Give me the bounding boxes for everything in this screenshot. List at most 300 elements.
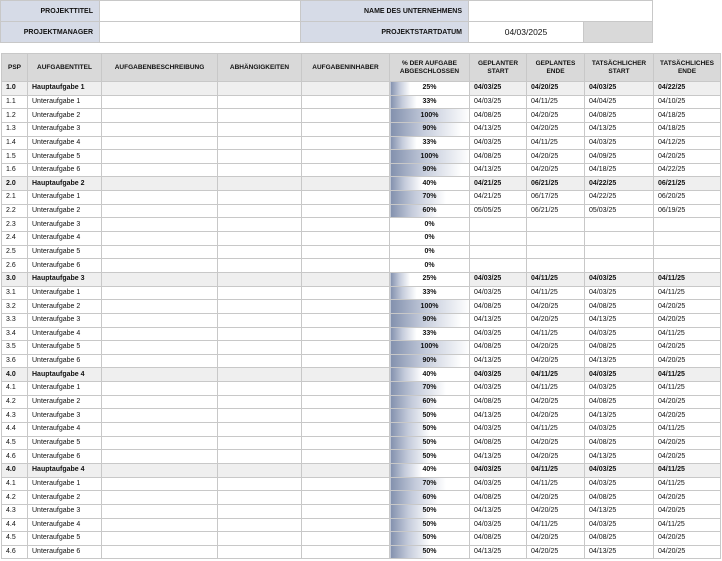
planned-end-cell[interactable]: 04/20/25 — [527, 354, 585, 368]
actual-start-cell[interactable]: 05/03/25 — [585, 204, 654, 218]
dependencies-cell[interactable] — [218, 409, 302, 423]
task-owner-cell[interactable] — [302, 286, 390, 300]
task-owner-cell[interactable] — [302, 218, 390, 232]
task-title-cell[interactable]: Unteraufgabe 1 — [28, 382, 102, 396]
psp-cell[interactable]: 1.3 — [2, 122, 28, 136]
subtask-row[interactable] — [2, 218, 721, 232]
actual-end-cell[interactable]: 04/20/25 — [654, 545, 721, 559]
task-description-cell[interactable] — [102, 82, 218, 96]
task-description-cell[interactable] — [102, 245, 218, 259]
planned-end-cell[interactable]: 04/11/25 — [527, 286, 585, 300]
task-title-cell[interactable]: Unteraufgabe 6 — [28, 163, 102, 177]
percent-complete-cell[interactable]: 33% — [390, 286, 470, 300]
subtask-row[interactable] — [2, 341, 721, 355]
task-description-cell[interactable] — [102, 109, 218, 123]
actual-start-cell[interactable]: 04/03/25 — [585, 327, 654, 341]
planned-start-cell[interactable]: 04/13/25 — [470, 163, 527, 177]
percent-complete-cell[interactable]: 50% — [390, 504, 470, 518]
psp-cell[interactable]: 2.4 — [2, 232, 28, 246]
task-title-cell[interactable]: Hauptaufgabe 1 — [28, 82, 102, 96]
task-description-cell[interactable] — [102, 163, 218, 177]
task-description-cell[interactable] — [102, 191, 218, 205]
planned-start-cell[interactable]: 04/21/25 — [470, 177, 527, 191]
planned-start-cell[interactable]: 04/21/25 — [470, 191, 527, 205]
dependencies-cell[interactable] — [218, 191, 302, 205]
dependencies-cell[interactable] — [218, 232, 302, 246]
actual-start-cell[interactable]: 04/08/25 — [585, 341, 654, 355]
planned-end-cell[interactable]: 04/20/25 — [527, 341, 585, 355]
actual-start-cell[interactable] — [585, 245, 654, 259]
percent-complete-cell[interactable]: 90% — [390, 122, 470, 136]
actual-start-cell[interactable]: 04/13/25 — [585, 450, 654, 464]
planned-end-cell[interactable]: 04/20/25 — [527, 163, 585, 177]
task-owner-cell[interactable] — [302, 136, 390, 150]
dependencies-cell[interactable] — [218, 436, 302, 450]
subtask-row[interactable] — [2, 122, 721, 136]
actual-start-cell[interactable]: 04/13/25 — [585, 545, 654, 559]
planned-end-cell[interactable]: 04/11/25 — [527, 518, 585, 532]
dependencies-cell[interactable] — [218, 95, 302, 109]
actual-start-cell[interactable]: 04/22/25 — [585, 191, 654, 205]
task-description-cell[interactable] — [102, 436, 218, 450]
task-description-cell[interactable] — [102, 477, 218, 491]
planned-end-cell[interactable]: 04/11/25 — [527, 463, 585, 477]
planned-start-cell[interactable] — [470, 245, 527, 259]
dependencies-cell[interactable] — [218, 204, 302, 218]
subtask-row[interactable] — [2, 150, 721, 164]
percent-complete-cell[interactable]: 100% — [390, 150, 470, 164]
planned-end-cell[interactable]: 06/21/25 — [527, 204, 585, 218]
actual-start-cell[interactable]: 04/08/25 — [585, 436, 654, 450]
task-description-cell[interactable] — [102, 232, 218, 246]
subtask-row[interactable] — [2, 300, 721, 314]
actual-end-cell[interactable]: 04/20/25 — [654, 491, 721, 505]
psp-cell[interactable]: 2.0 — [2, 177, 28, 191]
percent-complete-cell[interactable]: 40% — [390, 177, 470, 191]
task-title-cell[interactable]: Unteraufgabe 3 — [28, 313, 102, 327]
percent-complete-cell[interactable]: 50% — [390, 450, 470, 464]
actual-end-cell[interactable]: 04/11/25 — [654, 463, 721, 477]
task-title-cell[interactable]: Unteraufgabe 5 — [28, 245, 102, 259]
dependencies-cell[interactable] — [218, 109, 302, 123]
task-title-cell[interactable]: Unteraufgabe 1 — [28, 286, 102, 300]
actual-start-cell[interactable]: 04/03/25 — [585, 368, 654, 382]
task-owner-cell[interactable] — [302, 382, 390, 396]
task-title-cell[interactable]: Unteraufgabe 5 — [28, 150, 102, 164]
planned-end-cell[interactable] — [527, 218, 585, 232]
actual-end-cell[interactable]: 04/20/25 — [654, 300, 721, 314]
actual-end-cell[interactable]: 04/11/25 — [654, 518, 721, 532]
actual-end-cell[interactable]: 04/20/25 — [654, 341, 721, 355]
dependencies-cell[interactable] — [218, 163, 302, 177]
psp-cell[interactable]: 4.2 — [2, 491, 28, 505]
planned-end-cell[interactable]: 06/17/25 — [527, 191, 585, 205]
psp-cell[interactable]: 4.3 — [2, 409, 28, 423]
actual-start-cell[interactable] — [585, 259, 654, 273]
dependencies-cell[interactable] — [218, 245, 302, 259]
task-title-cell[interactable]: Unteraufgabe 1 — [28, 477, 102, 491]
psp-cell[interactable]: 2.5 — [2, 245, 28, 259]
psp-cell[interactable]: 3.5 — [2, 341, 28, 355]
task-description-cell[interactable] — [102, 341, 218, 355]
actual-start-cell[interactable]: 04/18/25 — [585, 163, 654, 177]
percent-complete-cell[interactable]: 25% — [390, 272, 470, 286]
task-title-cell[interactable]: Unteraufgabe 4 — [28, 518, 102, 532]
task-description-cell[interactable] — [102, 136, 218, 150]
planned-end-cell[interactable]: 04/20/25 — [527, 545, 585, 559]
dependencies-cell[interactable] — [218, 491, 302, 505]
task-description-cell[interactable] — [102, 450, 218, 464]
actual-end-cell[interactable]: 04/20/25 — [654, 409, 721, 423]
task-description-cell[interactable] — [102, 259, 218, 273]
task-owner-cell[interactable] — [302, 477, 390, 491]
project-title-field[interactable] — [100, 1, 301, 22]
actual-start-cell[interactable]: 04/08/25 — [585, 395, 654, 409]
actual-start-cell[interactable]: 04/13/25 — [585, 313, 654, 327]
percent-complete-cell[interactable]: 0% — [390, 218, 470, 232]
planned-start-cell[interactable] — [470, 259, 527, 273]
task-description-cell[interactable] — [102, 122, 218, 136]
main-task-row[interactable] — [2, 368, 721, 382]
task-title-cell[interactable]: Unteraufgabe 3 — [28, 409, 102, 423]
percent-complete-cell[interactable]: 50% — [390, 423, 470, 437]
task-title-cell[interactable]: Unteraufgabe 3 — [28, 504, 102, 518]
subtask-row[interactable] — [2, 354, 721, 368]
planned-start-cell[interactable]: 04/13/25 — [470, 122, 527, 136]
planned-end-cell[interactable]: 04/20/25 — [527, 491, 585, 505]
percent-complete-cell[interactable]: 60% — [390, 204, 470, 218]
task-description-cell[interactable] — [102, 395, 218, 409]
actual-start-cell[interactable]: 04/03/25 — [585, 423, 654, 437]
psp-cell[interactable]: 1.1 — [2, 95, 28, 109]
actual-start-cell[interactable]: 04/13/25 — [585, 409, 654, 423]
task-title-cell[interactable]: Unteraufgabe 6 — [28, 545, 102, 559]
company-name-field[interactable] — [469, 1, 653, 22]
subtask-row[interactable] — [2, 477, 721, 491]
actual-end-cell[interactable]: 04/20/25 — [654, 504, 721, 518]
psp-cell[interactable]: 4.0 — [2, 463, 28, 477]
task-description-cell[interactable] — [102, 218, 218, 232]
task-owner-cell[interactable] — [302, 450, 390, 464]
planned-end-cell[interactable]: 06/21/25 — [527, 177, 585, 191]
task-owner-cell[interactable] — [302, 163, 390, 177]
percent-complete-cell[interactable]: 40% — [390, 368, 470, 382]
task-owner-cell[interactable] — [302, 354, 390, 368]
task-description-cell[interactable] — [102, 382, 218, 396]
actual-start-cell[interactable]: 04/13/25 — [585, 122, 654, 136]
actual-end-cell[interactable] — [654, 218, 721, 232]
task-description-cell[interactable] — [102, 150, 218, 164]
percent-complete-cell[interactable]: 50% — [390, 436, 470, 450]
task-title-cell[interactable]: Unteraufgabe 5 — [28, 341, 102, 355]
main-task-row[interactable] — [2, 177, 721, 191]
subtask-row[interactable] — [2, 382, 721, 396]
percent-complete-cell[interactable]: 70% — [390, 382, 470, 396]
task-description-cell[interactable] — [102, 313, 218, 327]
task-description-cell[interactable] — [102, 545, 218, 559]
actual-end-cell[interactable]: 04/12/25 — [654, 136, 721, 150]
dependencies-cell[interactable] — [218, 327, 302, 341]
actual-end-cell[interactable]: 04/18/25 — [654, 109, 721, 123]
task-title-cell[interactable]: Unteraufgabe 1 — [28, 191, 102, 205]
planned-end-cell[interactable]: 04/20/25 — [527, 300, 585, 314]
task-description-cell[interactable] — [102, 272, 218, 286]
planned-start-cell[interactable]: 04/13/25 — [470, 450, 527, 464]
planned-end-cell[interactable]: 04/20/25 — [527, 109, 585, 123]
planned-start-cell[interactable]: 04/08/25 — [470, 491, 527, 505]
actual-end-cell[interactable]: 04/20/25 — [654, 395, 721, 409]
dependencies-cell[interactable] — [218, 150, 302, 164]
dependencies-cell[interactable] — [218, 286, 302, 300]
planned-start-cell[interactable]: 04/03/25 — [470, 423, 527, 437]
task-owner-cell[interactable] — [302, 436, 390, 450]
dependencies-cell[interactable] — [218, 354, 302, 368]
main-task-row[interactable] — [2, 463, 721, 477]
subtask-row[interactable] — [2, 109, 721, 123]
psp-cell[interactable]: 4.3 — [2, 504, 28, 518]
percent-complete-cell[interactable]: 50% — [390, 545, 470, 559]
dependencies-cell[interactable] — [218, 518, 302, 532]
project-start-field[interactable]: 04/03/2025 — [469, 22, 584, 43]
dependencies-cell[interactable] — [218, 122, 302, 136]
task-description-cell[interactable] — [102, 368, 218, 382]
planned-end-cell[interactable]: 04/20/25 — [527, 395, 585, 409]
task-title-cell[interactable]: Unteraufgabe 6 — [28, 450, 102, 464]
psp-cell[interactable]: 4.0 — [2, 368, 28, 382]
subtask-row[interactable] — [2, 313, 721, 327]
planned-end-cell[interactable]: 04/20/25 — [527, 436, 585, 450]
planned-start-cell[interactable]: 04/13/25 — [470, 354, 527, 368]
task-description-cell[interactable] — [102, 300, 218, 314]
percent-complete-cell[interactable]: 100% — [390, 300, 470, 314]
task-description-cell[interactable] — [102, 463, 218, 477]
psp-cell[interactable]: 4.1 — [2, 382, 28, 396]
percent-complete-cell[interactable]: 25% — [390, 82, 470, 96]
psp-cell[interactable]: 4.6 — [2, 545, 28, 559]
psp-cell[interactable]: 1.2 — [2, 109, 28, 123]
planned-end-cell[interactable]: 04/11/25 — [527, 136, 585, 150]
dependencies-cell[interactable] — [218, 341, 302, 355]
task-title-cell[interactable]: Unteraufgabe 4 — [28, 423, 102, 437]
actual-end-cell[interactable]: 06/21/25 — [654, 177, 721, 191]
subtask-row[interactable] — [2, 491, 721, 505]
project-manager-field[interactable] — [100, 22, 301, 43]
dependencies-cell[interactable] — [218, 463, 302, 477]
subtask-row[interactable] — [2, 450, 721, 464]
planned-start-cell[interactable]: 04/03/25 — [470, 272, 527, 286]
subtask-row[interactable] — [2, 163, 721, 177]
dependencies-cell[interactable] — [218, 368, 302, 382]
task-description-cell[interactable] — [102, 354, 218, 368]
psp-cell[interactable]: 2.2 — [2, 204, 28, 218]
planned-start-cell[interactable]: 04/08/25 — [470, 341, 527, 355]
planned-start-cell[interactable]: 04/08/25 — [470, 532, 527, 546]
subtask-row[interactable] — [2, 95, 721, 109]
actual-start-cell[interactable]: 04/03/25 — [585, 82, 654, 96]
planned-start-cell[interactable]: 04/13/25 — [470, 545, 527, 559]
psp-cell[interactable]: 4.2 — [2, 395, 28, 409]
actual-end-cell[interactable]: 04/22/25 — [654, 82, 721, 96]
task-title-cell[interactable]: Unteraufgabe 5 — [28, 436, 102, 450]
task-owner-cell[interactable] — [302, 518, 390, 532]
dependencies-cell[interactable] — [218, 545, 302, 559]
task-title-cell[interactable]: Hauptaufgabe 4 — [28, 463, 102, 477]
dependencies-cell[interactable] — [218, 395, 302, 409]
planned-start-cell[interactable] — [470, 232, 527, 246]
planned-start-cell[interactable]: 04/03/25 — [470, 82, 527, 96]
planned-start-cell[interactable]: 04/03/25 — [470, 463, 527, 477]
planned-end-cell[interactable]: 04/11/25 — [527, 382, 585, 396]
main-task-row[interactable] — [2, 272, 721, 286]
planned-end-cell[interactable]: 04/20/25 — [527, 122, 585, 136]
planned-start-cell[interactable]: 04/03/25 — [470, 95, 527, 109]
percent-complete-cell[interactable]: 33% — [390, 327, 470, 341]
percent-complete-cell[interactable]: 60% — [390, 491, 470, 505]
task-owner-cell[interactable] — [302, 204, 390, 218]
actual-start-cell[interactable]: 04/04/25 — [585, 95, 654, 109]
dependencies-cell[interactable] — [218, 532, 302, 546]
subtask-row[interactable] — [2, 245, 721, 259]
planned-start-cell[interactable]: 04/13/25 — [470, 313, 527, 327]
task-owner-cell[interactable] — [302, 532, 390, 546]
subtask-row[interactable] — [2, 532, 721, 546]
actual-end-cell[interactable]: 04/10/25 — [654, 95, 721, 109]
subtask-row[interactable] — [2, 136, 721, 150]
dependencies-cell[interactable] — [218, 477, 302, 491]
task-owner-cell[interactable] — [302, 300, 390, 314]
actual-end-cell[interactable]: 04/11/25 — [654, 272, 721, 286]
planned-end-cell[interactable]: 04/20/25 — [527, 450, 585, 464]
planned-start-cell[interactable]: 04/08/25 — [470, 436, 527, 450]
actual-end-cell[interactable]: 04/20/25 — [654, 354, 721, 368]
percent-complete-cell[interactable]: 40% — [390, 463, 470, 477]
main-task-row[interactable] — [2, 82, 721, 96]
planned-start-cell[interactable]: 04/13/25 — [470, 504, 527, 518]
percent-complete-cell[interactable]: 33% — [390, 136, 470, 150]
planned-end-cell[interactable]: 04/20/25 — [527, 313, 585, 327]
psp-cell[interactable]: 3.0 — [2, 272, 28, 286]
psp-cell[interactable]: 4.6 — [2, 450, 28, 464]
actual-start-cell[interactable]: 04/13/25 — [585, 504, 654, 518]
subtask-row[interactable] — [2, 232, 721, 246]
planned-start-cell[interactable]: 04/03/25 — [470, 518, 527, 532]
actual-start-cell[interactable]: 04/03/25 — [585, 518, 654, 532]
task-owner-cell[interactable] — [302, 504, 390, 518]
psp-cell[interactable]: 3.1 — [2, 286, 28, 300]
task-title-cell[interactable]: Unteraufgabe 2 — [28, 109, 102, 123]
task-owner-cell[interactable] — [302, 232, 390, 246]
planned-end-cell[interactable]: 04/20/25 — [527, 504, 585, 518]
subtask-row[interactable] — [2, 423, 721, 437]
planned-start-cell[interactable] — [470, 218, 527, 232]
task-owner-cell[interactable] — [302, 423, 390, 437]
task-title-cell[interactable]: Unteraufgabe 4 — [28, 136, 102, 150]
task-description-cell[interactable] — [102, 532, 218, 546]
dependencies-cell[interactable] — [218, 177, 302, 191]
planned-end-cell[interactable]: 04/11/25 — [527, 423, 585, 437]
percent-complete-cell[interactable]: 60% — [390, 395, 470, 409]
task-owner-cell[interactable] — [302, 368, 390, 382]
dependencies-cell[interactable] — [218, 218, 302, 232]
task-owner-cell[interactable] — [302, 191, 390, 205]
actual-end-cell[interactable]: 06/20/25 — [654, 191, 721, 205]
task-title-cell[interactable]: Unteraufgabe 3 — [28, 218, 102, 232]
planned-start-cell[interactable]: 04/03/25 — [470, 286, 527, 300]
subtask-row[interactable] — [2, 518, 721, 532]
actual-end-cell[interactable] — [654, 259, 721, 273]
dependencies-cell[interactable] — [218, 136, 302, 150]
percent-complete-cell[interactable]: 70% — [390, 191, 470, 205]
planned-start-cell[interactable]: 04/03/25 — [470, 368, 527, 382]
actual-end-cell[interactable]: 04/11/25 — [654, 382, 721, 396]
task-title-cell[interactable]: Unteraufgabe 4 — [28, 327, 102, 341]
task-description-cell[interactable] — [102, 504, 218, 518]
dependencies-cell[interactable] — [218, 272, 302, 286]
task-title-cell[interactable]: Hauptaufgabe 3 — [28, 272, 102, 286]
psp-cell[interactable]: 1.5 — [2, 150, 28, 164]
task-description-cell[interactable] — [102, 518, 218, 532]
planned-end-cell[interactable]: 04/20/25 — [527, 409, 585, 423]
subtask-row[interactable] — [2, 259, 721, 273]
task-owner-cell[interactable] — [302, 259, 390, 273]
psp-cell[interactable]: 3.3 — [2, 313, 28, 327]
dependencies-cell[interactable] — [218, 423, 302, 437]
actual-end-cell[interactable]: 04/11/25 — [654, 477, 721, 491]
task-owner-cell[interactable] — [302, 95, 390, 109]
percent-complete-cell[interactable]: 0% — [390, 259, 470, 273]
actual-start-cell[interactable]: 04/03/25 — [585, 136, 654, 150]
subtask-row[interactable] — [2, 409, 721, 423]
planned-end-cell[interactable]: 04/11/25 — [527, 477, 585, 491]
task-owner-cell[interactable] — [302, 82, 390, 96]
task-description-cell[interactable] — [102, 409, 218, 423]
percent-complete-cell[interactable]: 50% — [390, 532, 470, 546]
task-title-cell[interactable]: Unteraufgabe 2 — [28, 300, 102, 314]
actual-end-cell[interactable]: 04/20/25 — [654, 313, 721, 327]
actual-end-cell[interactable]: 04/11/25 — [654, 327, 721, 341]
planned-start-cell[interactable]: 04/03/25 — [470, 477, 527, 491]
actual-start-cell[interactable]: 04/03/25 — [585, 272, 654, 286]
percent-complete-cell[interactable]: 90% — [390, 354, 470, 368]
actual-start-cell[interactable]: 04/08/25 — [585, 532, 654, 546]
actual-start-cell[interactable]: 04/22/25 — [585, 177, 654, 191]
planned-start-cell[interactable]: 04/03/25 — [470, 327, 527, 341]
actual-start-cell[interactable]: 04/08/25 — [585, 300, 654, 314]
psp-cell[interactable]: 2.1 — [2, 191, 28, 205]
actual-end-cell[interactable] — [654, 232, 721, 246]
psp-cell[interactable]: 3.4 — [2, 327, 28, 341]
planned-end-cell[interactable] — [527, 232, 585, 246]
psp-cell[interactable]: 3.6 — [2, 354, 28, 368]
psp-cell[interactable]: 1.6 — [2, 163, 28, 177]
task-owner-cell[interactable] — [302, 327, 390, 341]
actual-end-cell[interactable]: 04/11/25 — [654, 368, 721, 382]
percent-complete-cell[interactable]: 100% — [390, 109, 470, 123]
task-owner-cell[interactable] — [302, 272, 390, 286]
task-title-cell[interactable]: Unteraufgabe 4 — [28, 232, 102, 246]
actual-end-cell[interactable]: 04/20/25 — [654, 450, 721, 464]
planned-end-cell[interactable] — [527, 259, 585, 273]
subtask-row[interactable] — [2, 545, 721, 559]
planned-end-cell[interactable] — [527, 245, 585, 259]
task-owner-cell[interactable] — [302, 463, 390, 477]
dependencies-cell[interactable] — [218, 259, 302, 273]
subtask-row[interactable] — [2, 286, 721, 300]
actual-end-cell[interactable]: 04/18/25 — [654, 122, 721, 136]
actual-start-cell[interactable] — [585, 232, 654, 246]
dependencies-cell[interactable] — [218, 82, 302, 96]
dependencies-cell[interactable] — [218, 382, 302, 396]
